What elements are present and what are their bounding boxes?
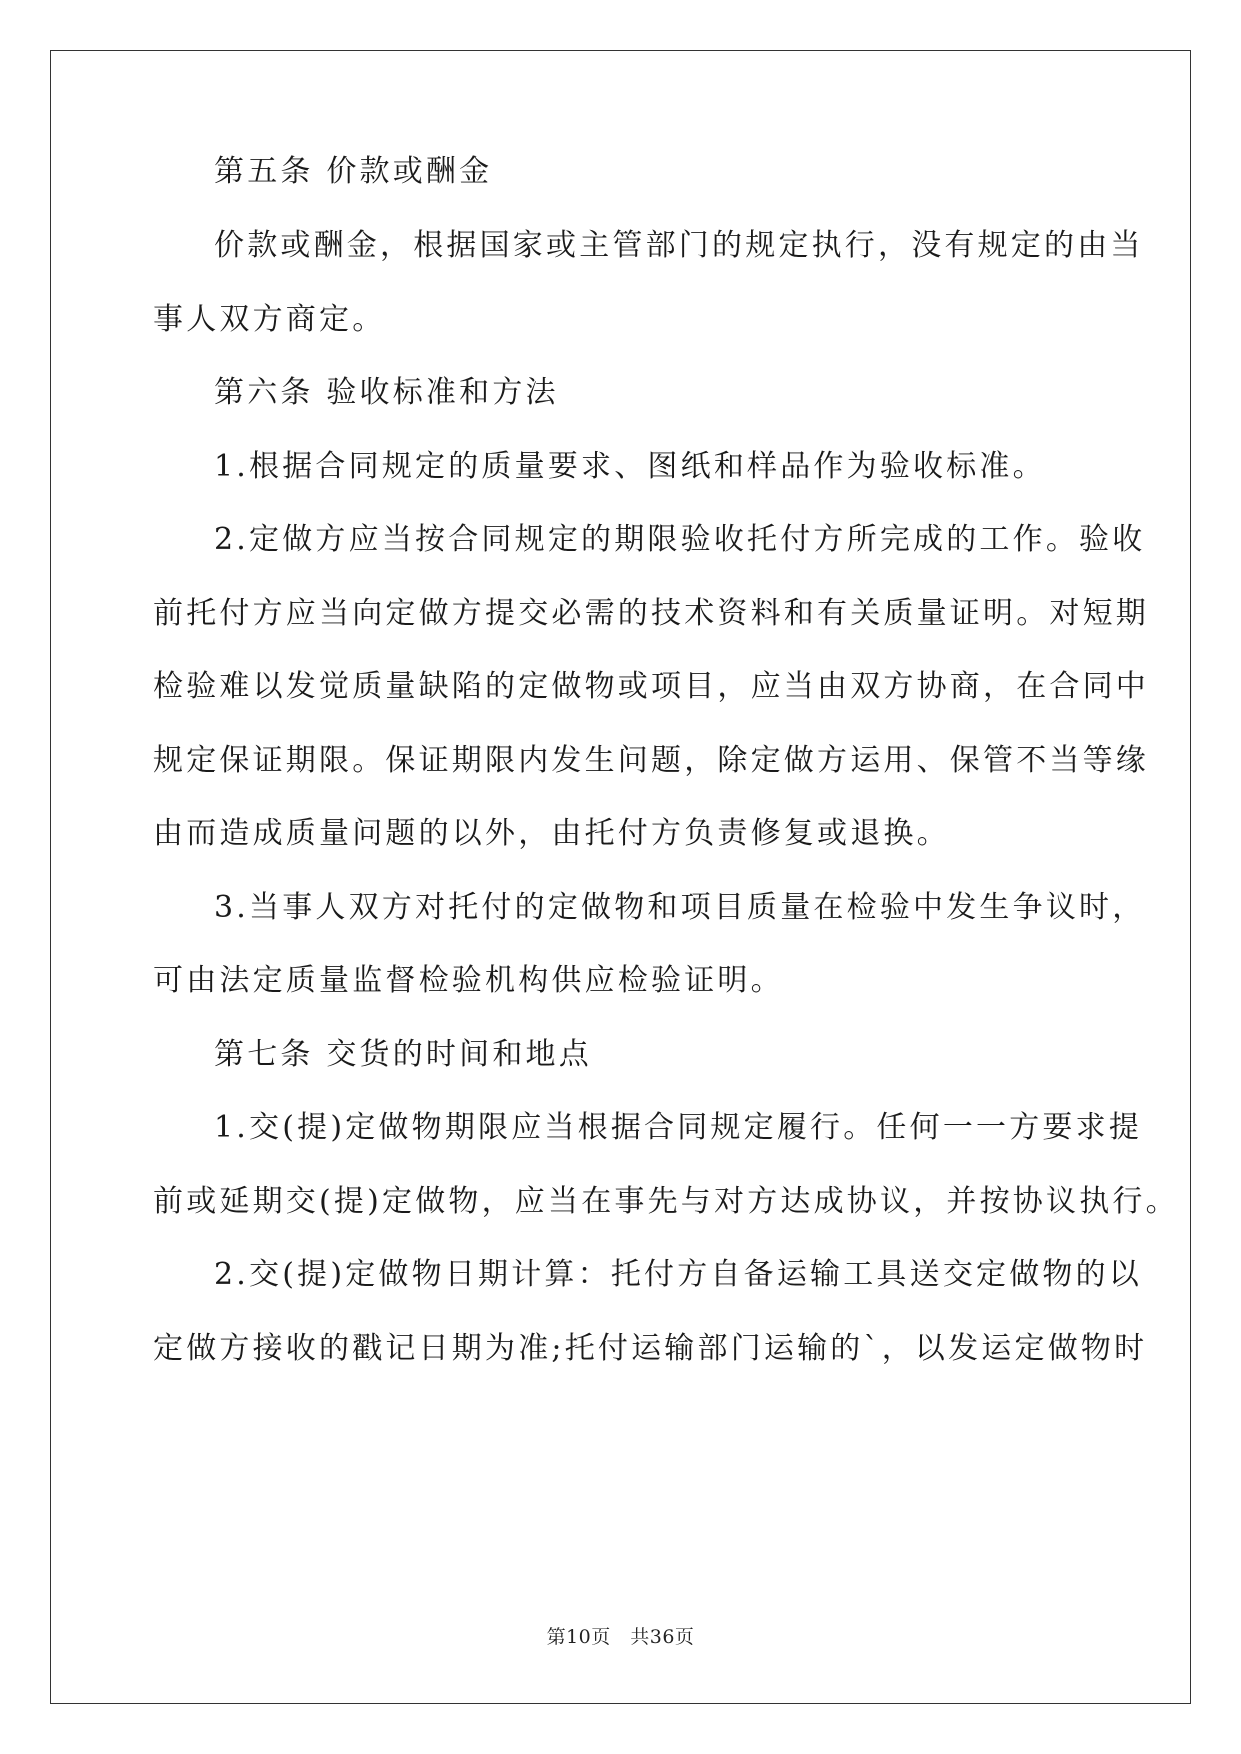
article-5-paragraph-line-1: 价款或酬金，根据国家或主管部门的规定执行，没有规定的由当	[214, 228, 1144, 263]
article-7-item-1-line-2: 前或延期交(提)定做物，应当在事先与对方达成协议，并按协议执行。	[153, 1184, 1179, 1219]
article-5-paragraph-line-2: 事人双方商定。	[153, 302, 386, 337]
article-6-item-2-line-1: 2.定做方应当按合同规定的期限验收托付方所完成的工作。验收	[214, 522, 1146, 557]
article-7-item-2-line-1: 2.交(提)定做物日期计算：托付方自备运输工具送交定做物的以	[214, 1257, 1143, 1292]
article-6-item-1: 1.根据合同规定的质量要求、图纸和样品作为验收标准。	[214, 449, 1046, 484]
page-border	[50, 50, 1191, 1704]
article-6-heading: 第六条 验收标准和方法	[214, 375, 559, 410]
article-6-item-3-line-1: 3.当事人双方对托付的定做物和项目质量在检验中发生争议时，	[214, 890, 1146, 925]
article-7-item-1-line-1: 1.交(提)定做物期限应当根据合同规定履行。任何一一方要求提	[214, 1110, 1143, 1145]
article-6-item-2-line-2: 前托付方应当向定做方提交必需的技术资料和有关质量证明。对短期	[153, 596, 1149, 631]
article-6-item-3-line-2: 可由法定质量监督检验机构供应检验证明。	[153, 963, 784, 998]
article-6-item-2-line-4: 规定保证期限。保证期限内发生问题，除定做方运用、保管不当等缘	[153, 743, 1149, 778]
article-6-item-2-line-3: 检验难以发觉质量缺陷的定做物或项目，应当由双方协商，在合同中	[153, 669, 1149, 704]
article-5-heading: 第五条 价款或酬金	[214, 154, 493, 189]
article-7-heading: 第七条 交货的时间和地点	[214, 1037, 592, 1072]
article-7-item-2-line-2: 定做方接收的戳记日期为准;托付运输部门运输的`，以发运定做物时	[153, 1331, 1148, 1366]
page-number-footer: 第10页 共36页	[546, 1626, 695, 1648]
article-6-item-2-line-5: 由而造成质量问题的以外，由托付方负责修复或退换。	[153, 816, 950, 851]
